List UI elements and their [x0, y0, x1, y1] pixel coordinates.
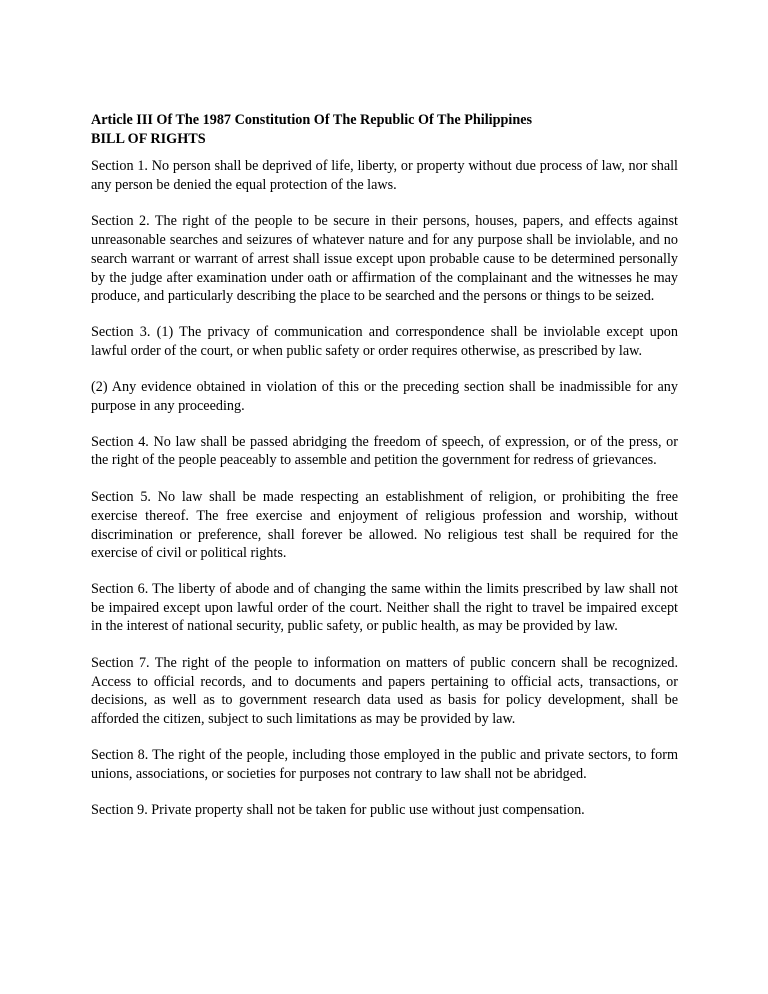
section-2-paragraph: Section 2. The right of the people to be secure in their persons, houses, papers, and effects against unreasonable searches and seizures of whatever nature and for any purpose shall be inviolable, and no search warrant or warrant of arrest shall issue except upon probable cause to be determined personally by the judge after examination under oath or affirmation of the complainant and the witnesses he may produce, and particularly describing the place to be searched and the persons or things to be seized.	[91, 213, 678, 305]
title-bill-of-rights: BILL OF RIGHTS	[91, 131, 206, 147]
section-1-paragraph: Section 1. No person shall be deprived of life, liberty, or property without due process of law, nor shall any person be denied the equal protection of the laws.	[91, 158, 678, 193]
section-5-paragraph: Section 5. No law shall be made respecting an establishment of religion, or prohibiting the free exercise thereof. The free exercise and enjoyment of religious profession and worship, without discrimination or preference, shall forever be allowed. No religious test shall be required for the exercise of civil or political rights.	[91, 489, 678, 562]
section-3-2-paragraph: (2) Any evidence obtained in violation of this or the preceding section shall be inadmissible for any purpose in any proceeding.	[91, 379, 678, 415]
document-title	[91, 111, 678, 149]
section-3-paragraph: Section 3. (1) The privacy of communication and correspondence shall be inviolable except upon lawful order of the court, or when public safety or order requires otherwise, as prescribed by law.	[91, 323, 678, 359]
document-page	[91, 111, 678, 820]
section-4-paragraph: Section 4. No law shall be passed abridging the freedom of speech, of expression, or of the press, or the right of the people peaceably to assemble and petition the government for redress of grievances.	[91, 433, 678, 469]
section-7-paragraph: Section 7. The right of the people to information on matters of public concern shall be recognized. Access to official records, and to documents and papers pertaining to official acts, transactions, or decisions, as well as to government research data used as basis for policy development, shall be afforded the citizen, subject to such limitations as may be provided by law.	[91, 655, 678, 728]
section-9-paragraph: Section 9. Private property shall not be taken for public use without just compensation.	[91, 802, 585, 819]
section-6-paragraph: Section 6. The liberty of abode and of changing the same within the limits prescribed by law shall not be impaired except upon lawful order of the court. Neither shall the right to travel be impaired except in the interest of national security, public safety, or public health, as may be provided by law.	[91, 580, 678, 635]
title-article: Article III Of The 1987 Constitution Of The Republic Of The Philippines	[91, 112, 533, 128]
section-8-paragraph: Section 8. The right of the people, including those employed in the public and private sectors, to form unions, associations, or societies for purposes not contrary to law shall not be abridged.	[91, 746, 678, 782]
